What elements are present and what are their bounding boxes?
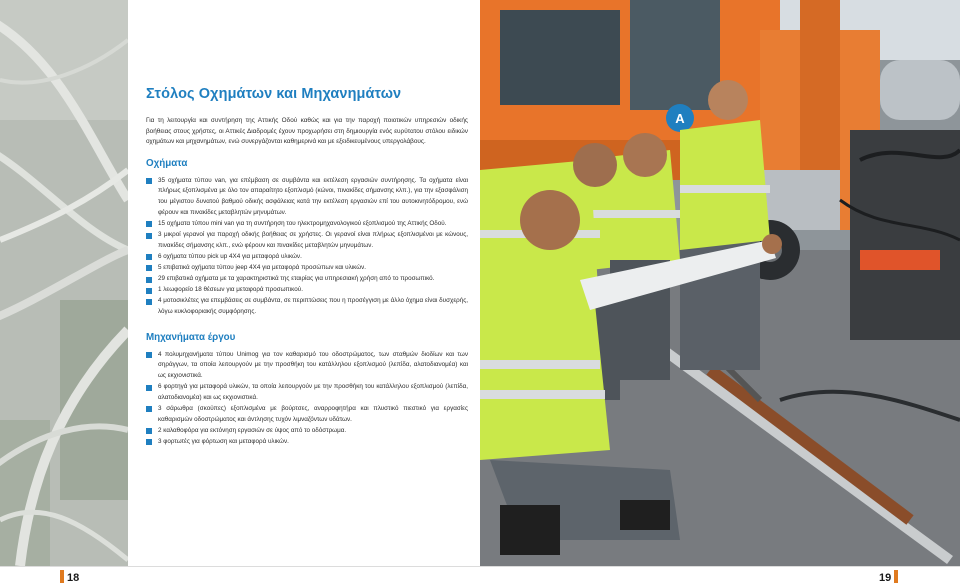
bullet-square-icon	[146, 221, 152, 227]
page-title: Στόλος Οχημάτων και Μηχανημάτων	[146, 86, 402, 102]
section-machinery	[146, 332, 468, 448]
highway-aerial-image	[0, 0, 128, 566]
bullet-square-icon	[146, 288, 152, 294]
list-item: 3 φορτωτές για φόρτωση και μεταφορά υλικών.	[146, 437, 468, 448]
bullet-square-icon	[146, 439, 152, 445]
text-column	[146, 86, 468, 462]
bullet-square-icon	[146, 254, 152, 260]
list-item: 5 επιβατικά οχήματα τύπου jeep 4X4 για μεταφορά προσώπων και υλικών.	[146, 263, 468, 274]
bullet-square-icon	[146, 233, 152, 239]
section-vehicles	[146, 158, 468, 318]
page-mark-icon	[60, 570, 64, 583]
page-mark-icon	[894, 570, 898, 583]
bullet-square-icon	[146, 428, 152, 434]
list-item: 6 φορτηγά για μεταφορά υλικών, τα οποία λειτουργούν με την προσθήκη του κατάλληλου εξοπλισμού (λεπίδα, αλατοδιανομέα) και ως εκχιονιστικά.	[146, 382, 468, 403]
intro-paragraph: Για τη λειτουργία και συντήρηση της Αττικής Οδού καθώς και για την παροχή ποιοτικών υπηρεσιών οδικής βοήθειας στους χρήστες, οι Αττικές Διαδρομές έχουν προχωρήσει στη δημιουργία ενός ευρύτατου στόλου ειδικών οχημάτων και μηχανημάτων, ενώ συνεργάζονται καθημερινά και με εξειδικευμένους υπεργολάβους.	[146, 117, 468, 146]
workers-truck-photo	[480, 0, 960, 566]
list-item: 4 πολυμηχανήματα τύπου Unimog για τον καθαρισμό του οδοστρώματος, των σταθμών διοδίων και των σηράγγων, τα οποία λειτουργούν με την προσθήκη του κατάλληλου εξοπλισμού (λεπίδα, αλατοδιανομέα) και ως εκχιονιστικά.	[146, 350, 468, 382]
page-footer	[0, 566, 960, 587]
bullet-square-icon	[146, 178, 152, 184]
page-number-left: 18	[60, 570, 79, 584]
section-heading-vehicles: Οχήματα	[146, 157, 188, 169]
list-item: 29 επιβατικά οχήματα με τα χαρακτηριστικά της εταιρίας για υπηρεσιακή χρήση από το προσωπικό.	[146, 274, 468, 285]
section-heading-machinery: Μηχανήματα έργου	[146, 331, 236, 343]
list-item: 15 οχήματα τύπου mini van για τη συντήρηση του ηλεκτρομηχανολογικού εξοπλισμού της Αττικής Οδού.	[146, 219, 468, 230]
vehicle-logo-label: Α	[675, 111, 685, 126]
bullet-square-icon	[146, 299, 152, 305]
bullet-square-icon	[146, 277, 152, 283]
list-item: 3 σάρωθρα (σκούπες) εξοπλισμένα με βούρτσες, αναρροφητήρα και πλυστικό πιεστικό για εργασίες καθαρισμών οδοστρώματος και άντλησης τυχόν λιμναζόντων υδάτων.	[146, 404, 468, 425]
list-item: 2 καλαθοφόρα για εκτόνηση εργασιών σε ύψος από το οδόστρωμα.	[146, 426, 468, 437]
bullet-square-icon	[146, 352, 152, 358]
bullet-square-icon	[146, 265, 152, 271]
vehicles-list	[146, 176, 468, 318]
list-item: 35 οχήματα τύπου van, για επέμβαση σε συμβάντα και εκτέλεση εργασιών συντήρησης. Τα οχήματα είναι πλήρως εξοπλισμένα με όλο τον απαραίτητο εξοπλισμό (κώνοι, πινακίδες σήμανσης κλπ.), για την εξασφάλιση του μέγιστου δυνατού βαθμού οδικής ασφάλειας κατά την εκτέλεση εργασιών επί του αυτοκινητόδρομου, ενώ φέρουν και πινακίδες μεταβλητών μηνυμάτων.	[146, 176, 468, 219]
machinery-list	[146, 350, 468, 448]
bullet-square-icon	[146, 406, 152, 412]
list-item: 1 λεωφορείο 18 θέσεων για μεταφορά προσωπικού.	[146, 285, 468, 296]
list-item: 6 οχήματα τύπου pick up 4X4 για μεταφορά υλικών.	[146, 252, 468, 263]
page-number-right: 19	[879, 570, 898, 584]
bullet-square-icon	[146, 385, 152, 391]
list-item: 4 μοτοσικλέτες για επεμβάσεις σε συμβάντα, σε περιπτώσεις που η προσέγγιση με άλλο όχημα είναι δυσχερής, λόγω κυκλοφοριακής συμφόρησης.	[146, 296, 468, 317]
list-item: 3 μικροί γερανοί για παροχή οδικής βοήθειας σε χρήστες. Οι γερανοί είναι πλήρως εξοπλισμένοι με κώνους, πινακίδες σήμανσης κλπ., ενώ φέρουν και πινακίδες μεταβλητών μηνυμάτων.	[146, 230, 468, 251]
